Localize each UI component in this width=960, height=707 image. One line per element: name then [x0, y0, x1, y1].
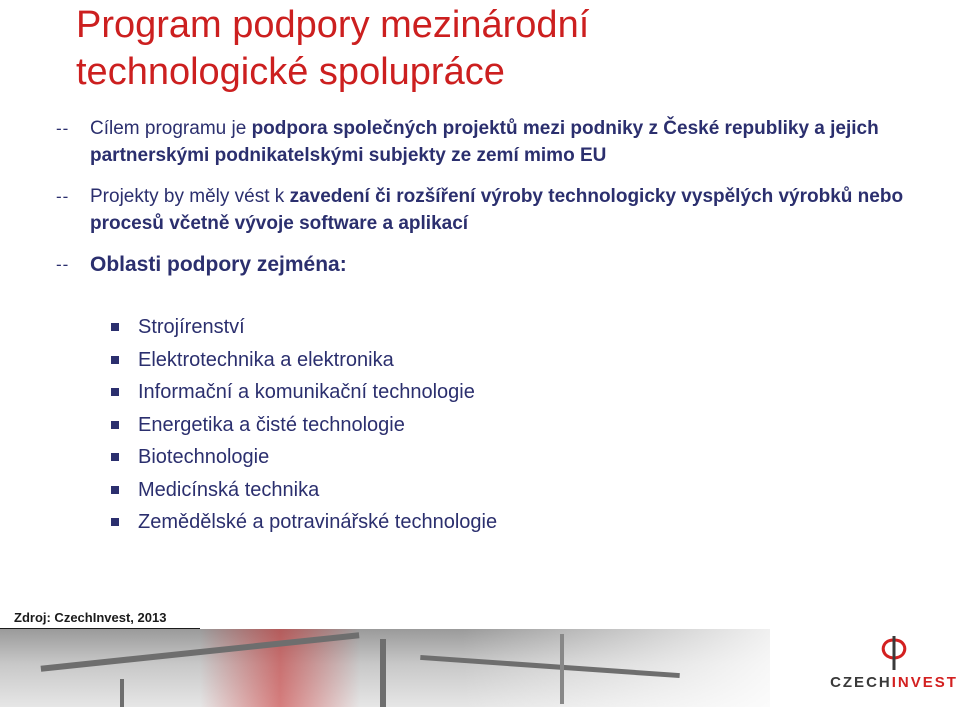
area-label: Informační a komunikační technologie: [138, 381, 475, 403]
area-item: [108, 441, 497, 474]
title-line-1: Program podpory mezinárodní: [76, 4, 590, 46]
square-bullet-icon: [111, 356, 119, 364]
bullet-goal-text-bold: podpora společných projektů mezi podniky z České republiky a jejich partnerskými podnikatelskými subjekty ze zemí mimo EU: [90, 118, 879, 166]
areas-list: [108, 311, 497, 539]
area-label: Biotechnologie: [138, 446, 270, 468]
bullet-goal-text-plain: Cílem programu je: [90, 118, 252, 139]
square-bullet-icon: [111, 323, 119, 331]
area-label: Strojírenství: [138, 316, 245, 338]
bullet-projects-text-bold: zavedení či rozšíření výroby technologicky vyspělých výrobků nebo procesů včetně vývoje software a aplikací: [90, 186, 904, 234]
area-item: [108, 409, 497, 442]
bullet-marker: --: [56, 255, 70, 274]
czechinvest-logo: [830, 636, 958, 696]
bullet-projects: [56, 183, 946, 237]
area-label: Elektrotechnika a elektronika: [138, 348, 394, 371]
area-item: [108, 311, 497, 344]
areas-heading-text: Oblasti podpory zejména:: [90, 253, 347, 276]
title-line-2: technologické spolupráce: [76, 51, 505, 93]
source-note: Zdroj: CzechInvest, 2013: [14, 610, 167, 625]
square-bullet-icon: [111, 486, 119, 494]
footer-photo-strip: [0, 629, 770, 707]
area-label: Zemědělské a potravinářské technologie: [138, 511, 498, 533]
bullet-areas-heading: [56, 251, 946, 278]
logo-part-invest: INVEST: [891, 674, 958, 691]
area-label: Medicínská technika: [138, 478, 320, 501]
logo-part-czech: CZECH: [830, 674, 892, 691]
bullet-marker: --: [56, 119, 70, 138]
steel-beam: [560, 634, 564, 704]
steel-beam: [380, 639, 386, 707]
bullet-marker: --: [56, 187, 70, 206]
area-label: Energetika a čisté technologie: [138, 413, 405, 436]
logo-mark-icon: [877, 636, 911, 670]
steel-beam: [120, 679, 124, 707]
area-item: [108, 344, 497, 377]
square-bullet-icon: [111, 453, 119, 461]
bullet-list: [56, 115, 946, 292]
area-item: [108, 376, 497, 409]
area-item: [108, 506, 497, 539]
square-bullet-icon: [111, 388, 119, 396]
slide-title: [76, 2, 589, 96]
square-bullet-icon: [111, 518, 119, 526]
area-item: [108, 474, 497, 507]
square-bullet-icon: [111, 421, 119, 429]
logo-wordmark: [830, 674, 958, 691]
bullet-goal: [56, 115, 946, 169]
steel-beam: [420, 655, 680, 678]
bullet-projects-text-plain: Projekty by měly vést k: [90, 186, 290, 207]
